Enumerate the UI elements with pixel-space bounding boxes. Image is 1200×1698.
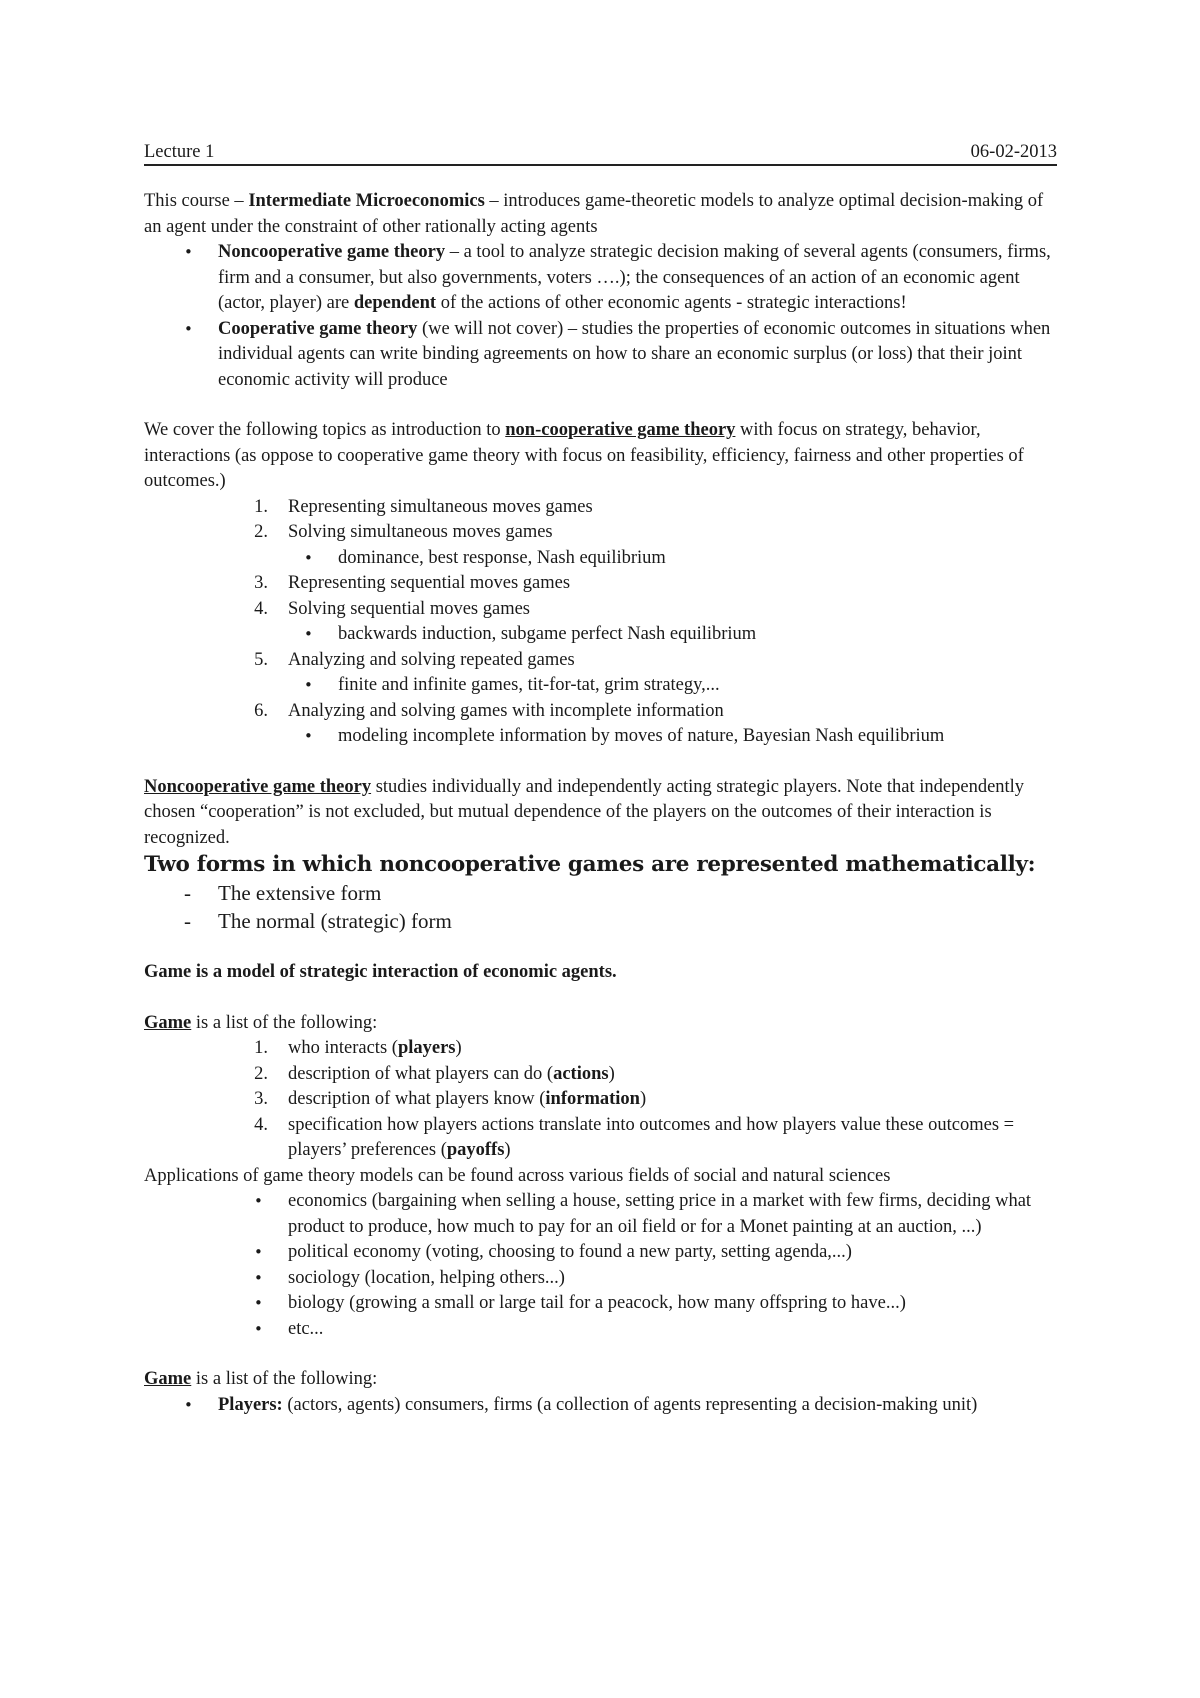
- list-item: • sociology (location, helping others...): [240, 1266, 1057, 1292]
- game-elements-list: [144, 1036, 1057, 1164]
- list-item: • Cooperative game theory (we will not cover) – studies the properties of economic outcomes in situations when individual agents can write binding agreements on how to share an economic surplus (or loss) that their joint economic activity will produce: [144, 317, 1057, 394]
- list-item: • Players: (actors, agents) consumers, firms (a collection of agents representing a decision-making unit): [144, 1393, 1057, 1419]
- list-item: 3. Representing sequential moves games: [254, 573, 571, 593]
- list-item: • Noncooperative game theory – a tool to analyze strategic decision making of several agents (consumers, firms, firm and a consumer, but also governments, voters ….); the consequences of an action of an economic agent (actor, player) are dependent of the actions of other economic agents - strategic interactions!: [144, 240, 1057, 317]
- list-item: • economics (bargaining when selling a house, setting price in a market with few firms, deciding what product to produce, how much to pay for an oil field or for a Monet painting at an auction, ...): [240, 1189, 1057, 1240]
- applications-intro: Applications of game theory models can be found across various fields of social and natural sciences: [144, 1165, 891, 1186]
- list-item: • biology (growing a small or large tail for a peacock, how many offspring to have...): [240, 1291, 1057, 1317]
- list-item: • dominance, best response, Nash equilibrium: [288, 546, 1057, 572]
- list-item: • backwards induction, subgame perfect Nash equilibrium: [288, 622, 1057, 648]
- lecture-date: 06-02-2013: [970, 142, 1057, 162]
- forms-list: [144, 879, 1057, 935]
- lecture-title: Lecture 1: [144, 142, 215, 162]
- page-header: [144, 142, 1057, 166]
- list-item: 1. Representing simultaneous moves games: [254, 496, 593, 517]
- document-body: [144, 142, 1057, 1418]
- list-item: 2. description of what players can do (actions): [254, 1063, 615, 1084]
- theory-list: [144, 240, 1057, 393]
- game-components-list: [144, 1393, 1057, 1419]
- game-list-intro-2: Game is a list of the following:: [144, 1369, 378, 1389]
- game-list-intro: Game is a list of the following:: [144, 1012, 378, 1033]
- list-item: 2. Solving simultaneous moves games • dominance, best response, Nash equilibrium: [240, 520, 1057, 571]
- list-item: • political economy (voting, choosing to found a new party, setting agenda,...): [240, 1240, 1057, 1266]
- game-definition: Game is a model of strategic interaction of economic agents.: [144, 962, 617, 982]
- list-item: 4. specification how players actions translate into outcomes and how players value these outcomes = players’ preferences (payoffs): [254, 1114, 1015, 1160]
- topics-intro: We cover the following topics as introduction to non-cooperative game theory with focus on strategy, behavior, interactions (as oppose to cooperative game theory with focus on feasibility, efficiency, fairness and other properties of outcomes.): [144, 420, 1024, 491]
- applications-list: [144, 1189, 1057, 1342]
- noncoop-paragraph: Noncooperative game theory studies individually and independently acting strategic players. Note that independently chosen “cooperation” is not excluded, but mutual dependence of the players on the outcomes of their interaction is recognized.: [144, 776, 1025, 848]
- list-item: • etc...: [240, 1317, 1057, 1343]
- forms-heading: Two forms in which noncooperative games are represented mathematically:: [144, 852, 1036, 877]
- list-item: - The extensive form: [144, 879, 1057, 907]
- topics-list: [144, 495, 1057, 750]
- intro-paragraph: This course – Intermediate Microeconomics – introduces game-theoretic models to analyze optimal decision-making of an agent under the constraint of other rationally acting agents: [144, 191, 1044, 237]
- list-item: • modeling incomplete information by moves of nature, Bayesian Nash equilibrium: [288, 724, 1057, 750]
- list-item: 5. Analyzing and solving repeated games • finite and infinite games, tit-for-tat, grim strategy,...: [240, 648, 1057, 699]
- list-item: 4. Solving sequential moves games • backwards induction, subgame perfect Nash equilibrium: [240, 597, 1057, 648]
- list-item: 3. description of what players know (information): [254, 1089, 647, 1109]
- list-item: - The normal (strategic) form: [144, 907, 1057, 935]
- course-name: Intermediate Microeconomics: [248, 191, 485, 211]
- noncoop-link: non-cooperative game theory: [505, 420, 736, 440]
- list-item: 6. Analyzing and solving games with incomplete information • modeling incomplete information by moves of nature, Bayesian Nash equilibrium: [240, 699, 1057, 750]
- list-item: • finite and infinite games, tit-for-tat, grim strategy,...: [288, 673, 1057, 699]
- list-item: 1. who interacts (players): [254, 1038, 462, 1058]
